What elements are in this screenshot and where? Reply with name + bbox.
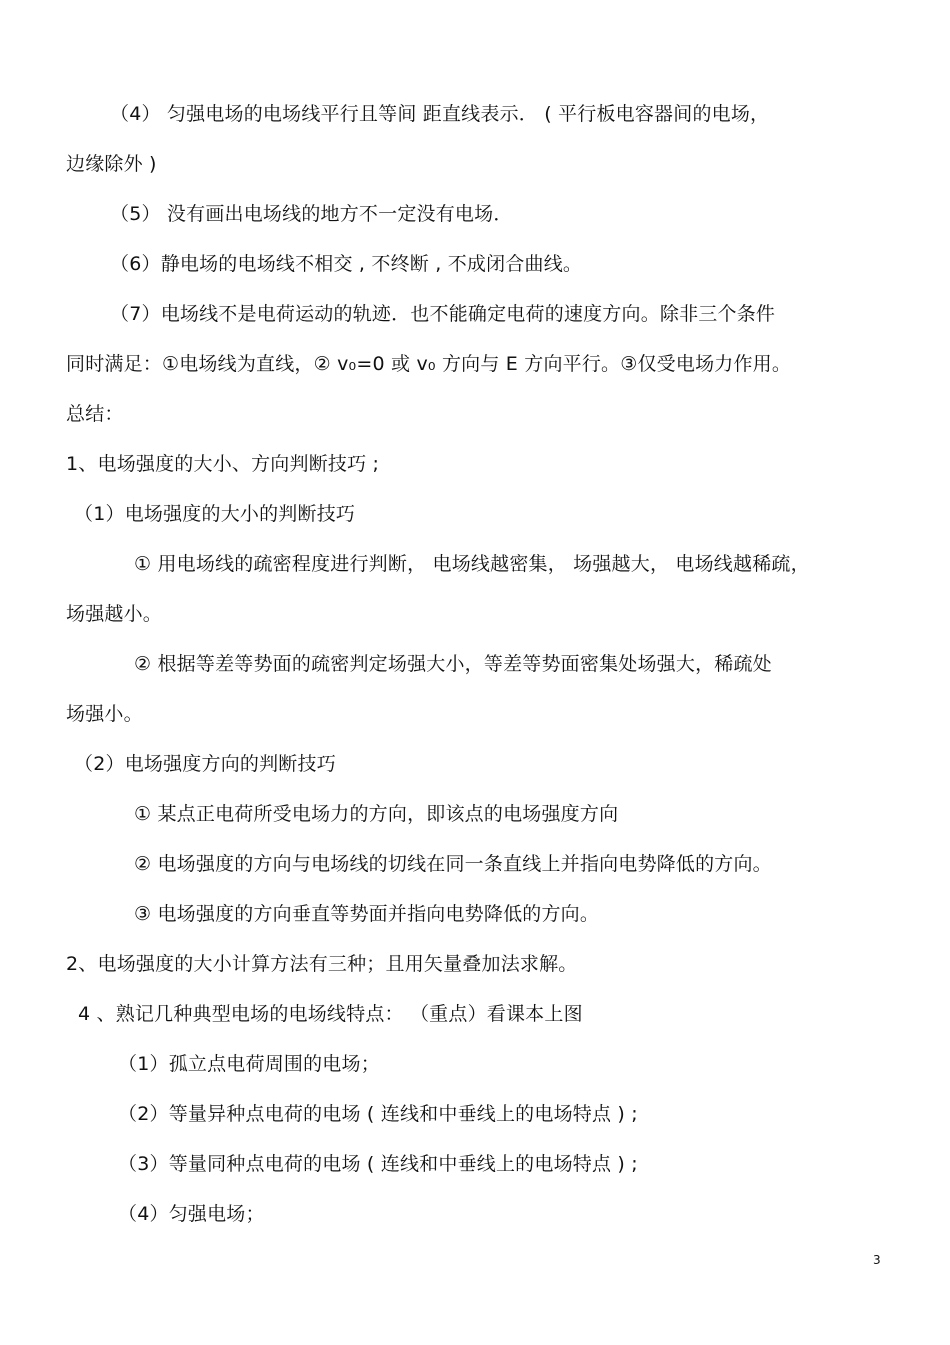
text-line: 2、电场强度的大小计算方法有三种；且用矢量叠加法求解。 (66, 953, 578, 975)
text-line: （2）等量异种点电荷的电场 ( 连线和中垂线上的电场特点 ) ; (118, 1103, 638, 1125)
text-line: （4）匀强电场； (118, 1203, 265, 1225)
text-line: ② 电场强度的方向与电场线的切线在同一条直线上并指向电势降低的方向。 (134, 853, 772, 875)
text-line: （2）电场强度方向的判断技巧 (74, 753, 336, 775)
text-line: （6）静电场的电场线不相交 , 不终断 , 不成闭合曲线。 (110, 253, 583, 275)
text-line: 场强越小。 (66, 603, 163, 625)
text-line: 4 、熟记几种典型电场的电场线特点： （重点）看课本上图 (78, 1003, 583, 1025)
text-line: 同时满足：①电场线为直线，② v₀=0 或 v₀ 方向与 E 方向平行。③仅受电场力作用。 (66, 353, 792, 375)
text-line: 边缘除外 ) (66, 153, 157, 175)
text-line: 场强小。 (66, 703, 143, 725)
text-line: ① 用电场线的疏密程度进行判断， 电场线越密集， 场强越大， 电场线越稀疏， (134, 553, 810, 575)
text-line: （1）电场强度的大小的判断技巧 (74, 503, 356, 525)
text-line: 1、电场强度的大小、方向判断技巧 ; (66, 453, 380, 475)
text-line: ③ 电场强度的方向垂直等势面并指向电势降低的方向。 (134, 903, 600, 925)
text-line: （7）电场线不是电荷运动的轨迹．也不能确定电荷的速度方向。除非三个条件 (110, 303, 776, 325)
text-line: （1）孤立点电荷周围的电场； (118, 1053, 380, 1075)
text-line: （3）等量同种点电荷的电场 ( 连线和中垂线上的电场特点 ) ; (118, 1153, 638, 1175)
text-line: ② 根据等差等势面的疏密判定场强大小，等差等势面密集处场强大，稀疏处 (134, 653, 772, 675)
text-line: （4） 匀强电场的电场线平行且等间 距直线表示． ( 平行板电容器间的电场， (110, 103, 770, 125)
text-line: （5） 没有画出电场线的地方不一定没有电场． (110, 203, 513, 225)
text-line: ① 某点正电荷所受电场力的方向，即该点的电场强度方向 (134, 803, 619, 825)
text-line: 总结： (66, 403, 124, 425)
page-number: 3 (873, 1253, 881, 1267)
